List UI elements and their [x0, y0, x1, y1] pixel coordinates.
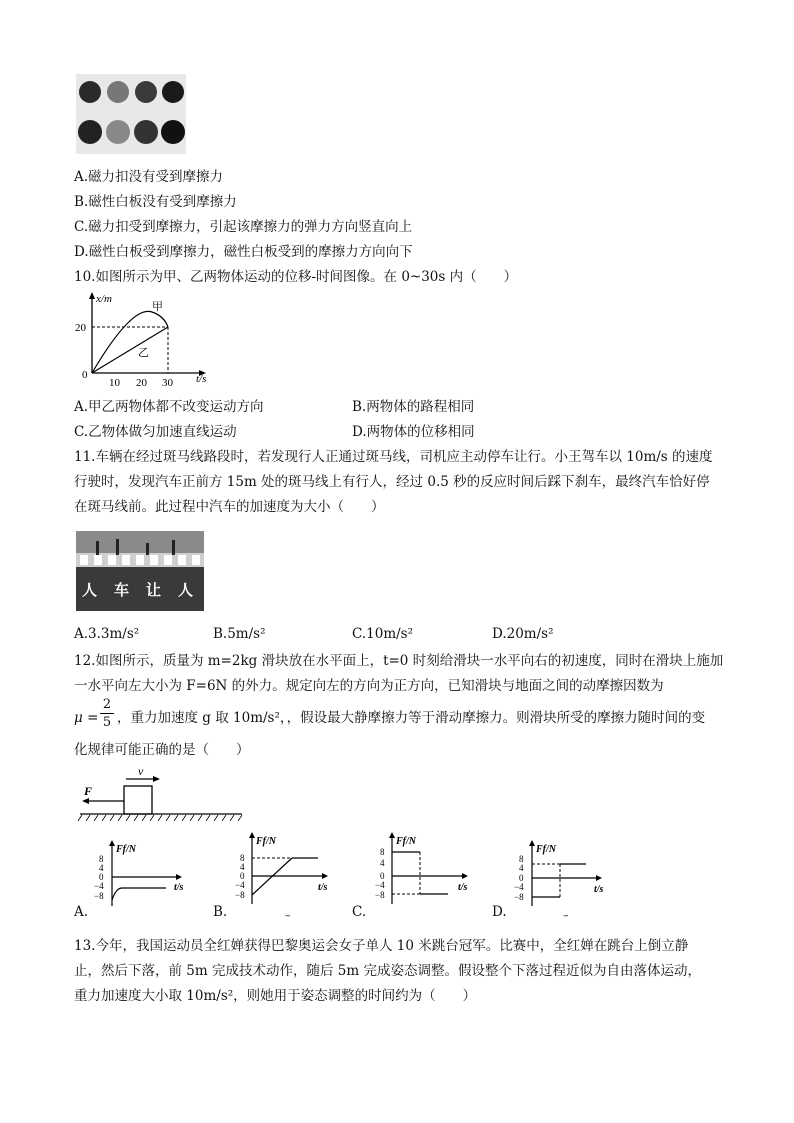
graph-a-tick-0: 0 [99, 872, 104, 882]
graph-c-tick-8: 8 [380, 847, 385, 857]
q10-option-b: B.两物体的路程相同 [352, 399, 475, 415]
graph-c-ylabel: Ff/N [396, 836, 416, 847]
q12-graph-a [86, 838, 196, 910]
graph-b-tick-8: 8 [240, 853, 245, 863]
road-marking-text: 人 车 让 人 [82, 581, 195, 599]
q9-option-d: D.磁性白板受到摩擦力，磁性白板受到的摩擦力方向向下 [74, 244, 413, 260]
graph-d-tick-4: 4 [519, 863, 524, 873]
q10-xt-graph [72, 290, 222, 390]
graph-b-tick-4: 4 [240, 862, 245, 872]
q10-option-c: C.乙物体做匀加速直线运动 [74, 424, 237, 440]
q11-stem-line-1: 11.车辆在经过斑马线路段时，若发现行人正通过斑马线，司机应主动停车让行。小王驾车以 10m/s 的速度 [74, 449, 713, 465]
force-label: F [84, 784, 93, 798]
graph-a-tick-4: 4 [99, 863, 104, 873]
q13-stem-line-3: 重力加速度大小取 10m/s²，则她用于姿态调整的时间约为（ ） [74, 988, 477, 1004]
graph-c-tick-4: 4 [380, 858, 385, 868]
q12-option-a: A. [74, 904, 89, 920]
q9-option-a: A.磁力扣没有受到摩擦力 [74, 169, 224, 185]
q10-x-tick-30: 30 [162, 377, 173, 389]
q12-stem-line-1: 12.如图所示，质量为 m=2kg 滑块放在水平面上，t=0 时刻给滑块一水平向右的初速度，同时在滑块上施加 [74, 653, 724, 669]
q12-option-b: B. [213, 904, 228, 920]
q11-option-a: A.3.3m/s² [74, 626, 140, 642]
q9-option-b: B.磁性白板没有受到摩擦力 [74, 194, 237, 210]
graph-c-tick-neg4: −4 [375, 880, 385, 890]
velocity-label: v [138, 764, 144, 778]
q12-mu-fraction [100, 697, 114, 730]
q13-stem-line-2: 止，然后下落，前 5m 完成技术动作，随后 5m 完成姿态调整。假设整个下落过程近似为自由落体运动， [74, 963, 701, 979]
graph-a-tick-8: 8 [99, 854, 104, 864]
q10-label-jia: 甲 [152, 301, 163, 313]
graph-d-ylabel: Ff/N [536, 844, 556, 855]
q12-dash-mark-d: – [563, 909, 569, 922]
q12-graph-b [226, 830, 342, 908]
q12-option-d: D. [492, 904, 507, 920]
q11-option-d: D.20m/s² [492, 626, 554, 642]
q10-option-d: D.两物体的位移相同 [352, 424, 475, 440]
q13-stem-line-1: 13.今年，我国运动员全红婵获得巴黎奥运会女子单人 10 米跳台冠军。比赛中，全红婵在跳台上倒立静 [74, 938, 689, 954]
block-force-diagram [76, 764, 246, 826]
graph-a-tick-neg8: −8 [94, 891, 104, 901]
q12-frac-numerator: 2 [102, 697, 112, 712]
graph-b-tick-0: 0 [240, 871, 245, 881]
q11-option-c: C.10m/s² [352, 626, 414, 642]
graph-b-tick-neg4: −4 [235, 880, 245, 890]
q9-option-c: C.磁力扣受到摩擦力，引起该摩擦力的弹力方向竖直向上 [74, 219, 413, 235]
q10-stem: 10.如图所示为甲、乙两物体运动的位移-时间图像。在 0~30s 内（ ） [74, 269, 518, 285]
q12-option-c: C. [352, 904, 367, 920]
crosswalk-photo [76, 531, 204, 611]
graph-d-tick-neg4: −4 [514, 882, 524, 892]
q10-x-tick-20: 20 [136, 377, 147, 389]
magnetic-buttons-photo [76, 74, 186, 154]
graph-b-ylabel: Ff/N [256, 836, 276, 847]
graph-a-xlabel: t/s [174, 882, 184, 893]
graph-c-tick-neg8: −8 [375, 890, 385, 900]
q12-dash-mark-b: – [285, 909, 291, 922]
graph-a-ylabel: Ff/N [116, 844, 136, 855]
graph-d-xlabel: t/s [594, 884, 604, 895]
q10-origin: 0 [82, 369, 88, 381]
graph-a-tick-neg4: −4 [94, 881, 104, 891]
q10-ylabel: x/m [96, 293, 112, 305]
q12-graph-d [506, 838, 616, 910]
q10-xlabel: t/s [196, 373, 207, 385]
q12-stem-line-2: 一水平向左大小为 F=6N 的外力。规定向左的方向为正方向，已知滑块与地面之间的动摩擦因数为 [74, 678, 664, 694]
q11-stem-line-3: 在斑马线前。此过程中汽车的加速度为大小（ ） [74, 499, 385, 515]
graph-b-tick-neg8: −8 [235, 890, 245, 900]
q10-x-tick-10: 10 [109, 377, 120, 389]
graph-c-xlabel: t/s [458, 882, 468, 893]
q10-option-a: A.甲乙两物体都不改变运动方向 [74, 399, 264, 415]
q10-y-tick: 20 [75, 322, 86, 334]
q12-mu-symbol: μ = [74, 710, 99, 726]
q12-stem-line-3: ，重力加速度 g 取 10m/s²，，假设最大静摩擦力等于滑动摩擦力。则滑块所受的摩擦力随时间的变 [117, 710, 706, 726]
graph-b-xlabel: t/s [318, 882, 328, 893]
graph-c-tick-0: 0 [380, 871, 385, 881]
q11-stem-line-2: 行驶时，发现汽车正前方 15m 处的斑马线上有行人，经过 0.5 秒的反应时间后踩下刹车，最终汽车恰好停 [74, 474, 710, 490]
graph-d-tick-0: 0 [519, 873, 524, 883]
graph-d-tick-neg8: −8 [514, 892, 524, 902]
q12-graph-c [366, 830, 482, 908]
q12-frac-denominator: 5 [102, 715, 112, 730]
q12-stem-line-4: 化规律可能正确的是（ ） [74, 742, 250, 758]
q10-label-yi: 乙 [138, 347, 149, 359]
q11-option-b: B.5m/s² [213, 626, 266, 642]
graph-d-tick-8: 8 [519, 854, 524, 864]
